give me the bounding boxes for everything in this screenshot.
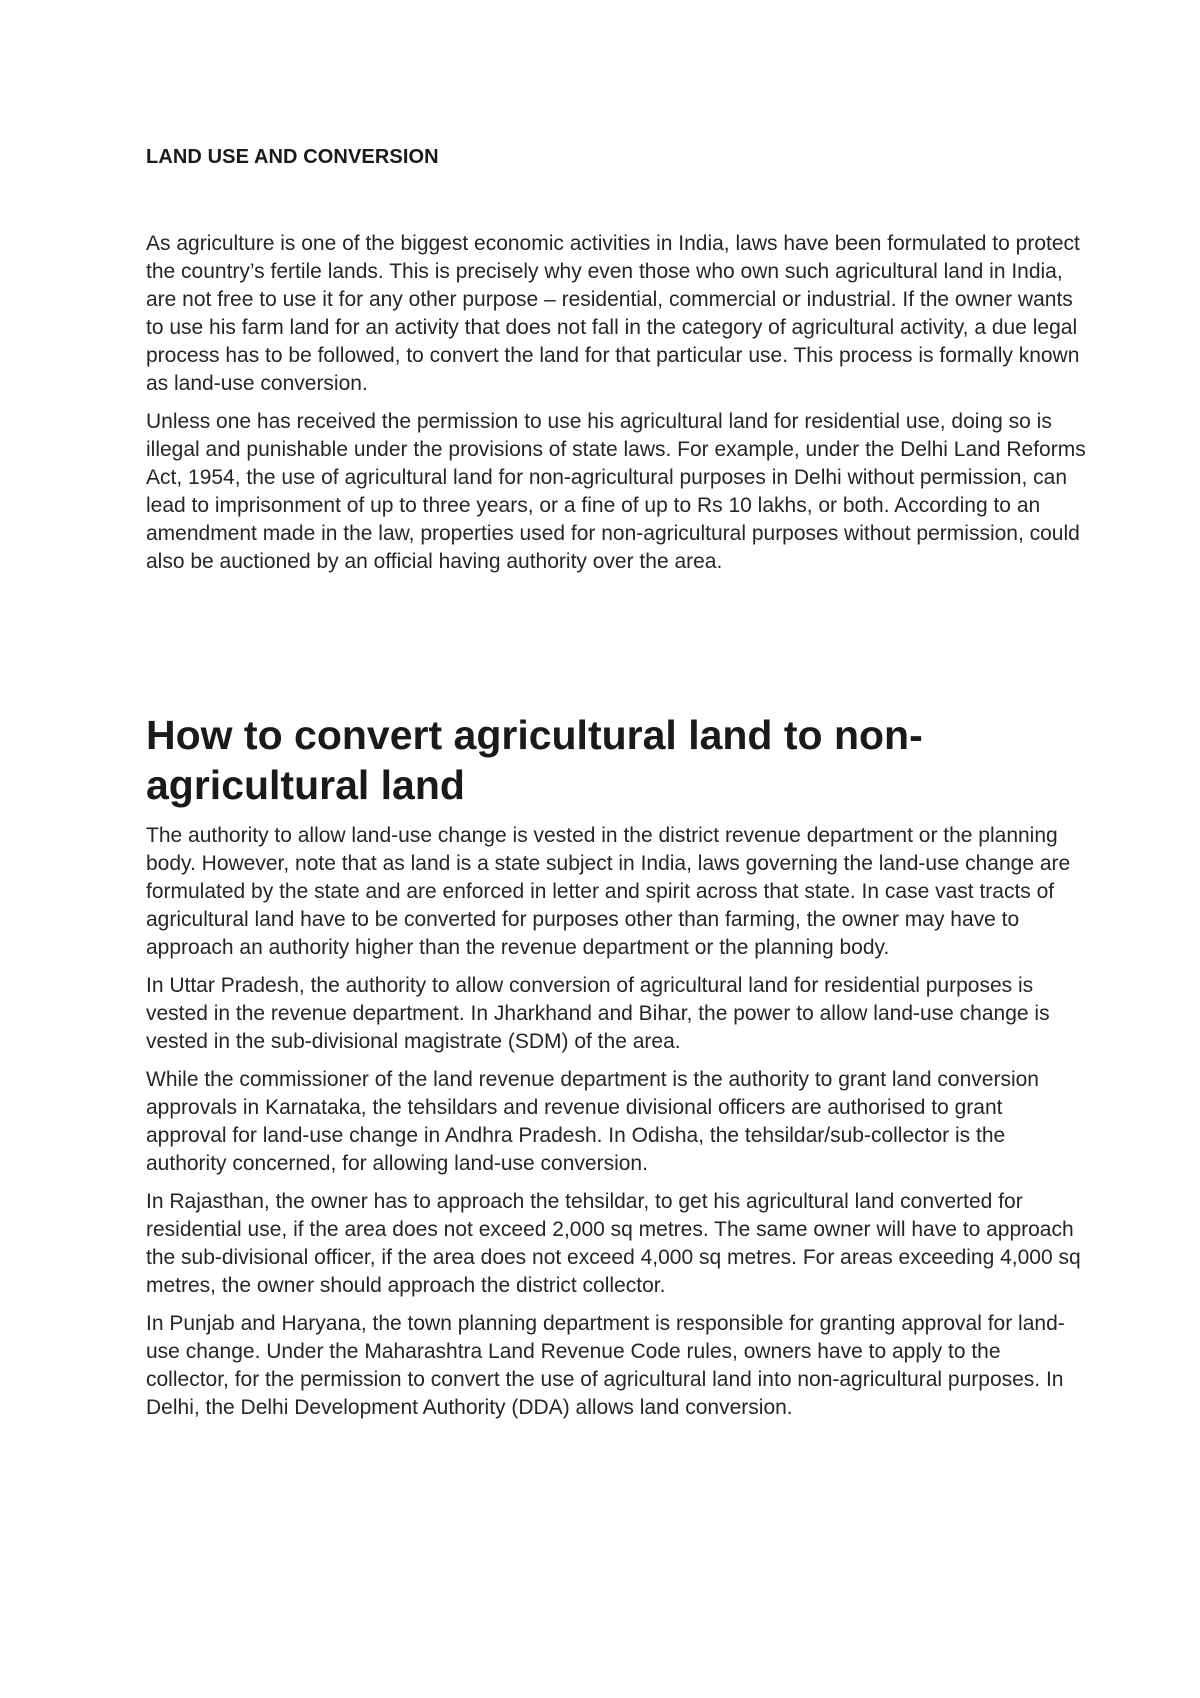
section-paragraph-2: In Uttar Pradesh, the authority to allow conversion of agricultural land for residential purposes is vested in the revenue department. In Jharkhand and Bihar, the power to allow land-use change is vested in the sub-divisional magistrate (SDM) of the area. — [146, 974, 1050, 1053]
section-paragraph-4: In Rajasthan, the owner has to approach the tehsildar, to get his agricultural land converted for residential use, if the area does not exceed 2,000 sq metres. The same owner will have to approach the sub-divisional officer, if the area does not exceed 4,000 sq metres. For areas exceeding 4,000 sq metres, the owner should approach the district collector. — [146, 1190, 1081, 1297]
section-paragraph-1: The authority to allow land-use change is vested in the district revenue department or the planning body. However, note that as land is a state subject in India, laws governing the land-use change are formulated by the state and are enforced in letter and spirit across that state. In case vast tracts of agricultural land have to be converted for purposes other than farming, the owner may have to approach an authority higher than the revenue department or the planning body. — [146, 824, 1071, 959]
intro-section — [146, 230, 1086, 586]
section-paragraph-3: While the commissioner of the land revenue department is the authority to grant land conversion approvals in Karnataka, the tehsildars and revenue divisional officers are authorised to grant approval for land-use change in Andhra Pradesh. In Odisha, the tehsildar/sub-collector is the authority concerned, for allowing land-use conversion. — [146, 1068, 1039, 1175]
section-heading: How to convert agricultural land to non-agricultural land — [146, 712, 923, 808]
document-title: LAND USE AND CONVERSION — [146, 146, 439, 168]
section-paragraph-5: In Punjab and Haryana, the town planning department is responsible for granting approval for land-use change. Under the Maharashtra Land Revenue Code rules, owners have to apply to the collector, for the permission to convert the use of agricultural land into non-agricultural purposes. In Delhi, the Delhi Development Authority (DDA) allows land conversion. — [146, 1312, 1065, 1419]
intro-paragraph-2: Unless one has received the permission to use his agricultural land for residential use, doing so is illegal and punishable under the provisions of state laws. For example, under the Delhi Land Reforms Act, 1954, the use of agricultural land for non-agricultural purposes in Delhi without permission, can lead to imprisonment of up to three years, or a fine of up to Rs 10 lakhs, or both. According to an amendment made in the law, properties used for non-agricultural purposes without permission, could also be auctioned by an official having authority over the area. — [146, 410, 1086, 573]
intro-paragraph-1: As agriculture is one of the biggest economic activities in India, laws have been formulated to protect the country’s fertile lands. This is precisely why even those who own such agricultural land in India, are not free to use it for any other purpose – residential, commercial or industrial. If the owner wants to use his farm land for an activity that does not fall in the category of agricultural activity, a due legal process has to be followed, to convert the land for that particular use. This process is formally known as land-use conversion. — [146, 232, 1080, 395]
conversion-section — [146, 710, 1086, 1432]
